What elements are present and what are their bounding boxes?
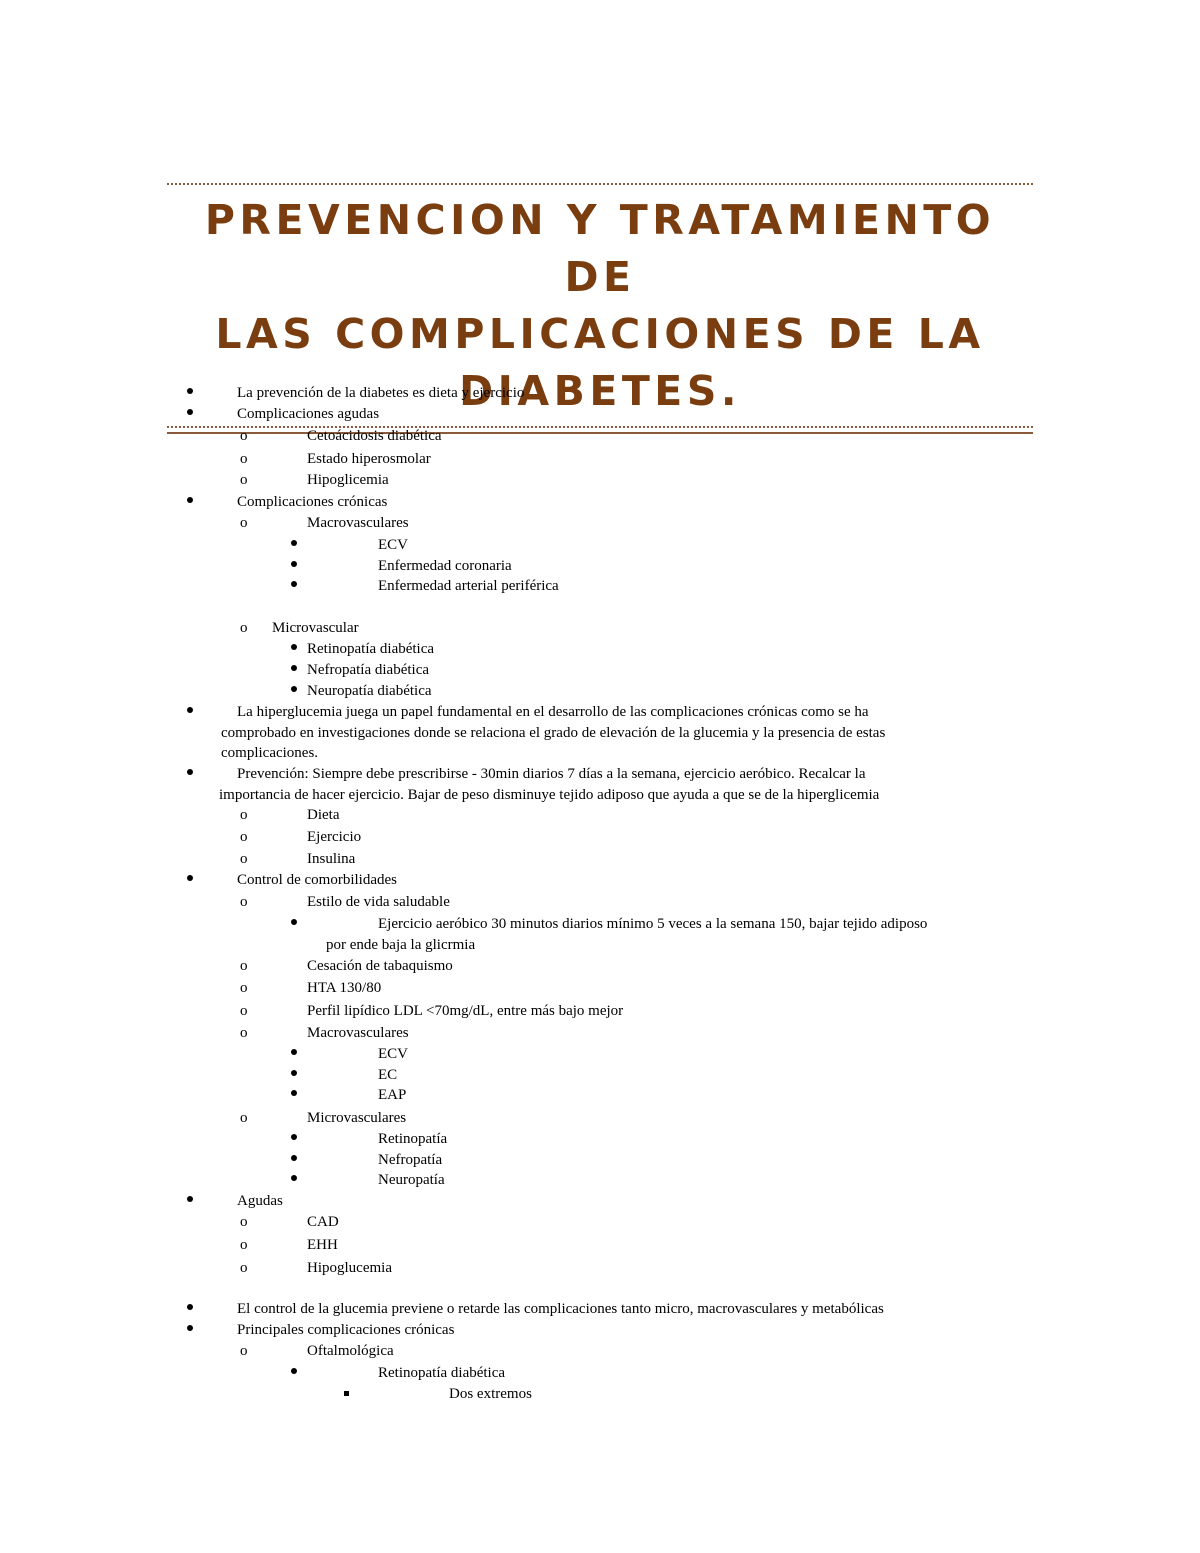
list-item-text: Estilo de vida saludable <box>307 894 450 910</box>
list-item-text: Hipoglicemia <box>307 472 389 488</box>
bullet-dot-icon <box>291 1175 297 1181</box>
list-item-text: Control de comorbilidades <box>237 872 397 888</box>
title-top-rule <box>167 183 1033 185</box>
bullet-circle-icon: o <box>240 620 248 636</box>
list-item-text: EAP <box>378 1087 407 1103</box>
list-item-text: Agudas <box>237 1193 283 1209</box>
list-item-text: por ende baja la glicrmia <box>326 937 476 953</box>
bullet-circle-icon: o <box>240 1025 248 1041</box>
list-item-text: Dos extremos <box>449 1386 532 1402</box>
list-item-text: Cesación de tabaquismo <box>307 958 453 974</box>
list-item-text: Insulina <box>307 851 356 867</box>
list-item-text: Nefropatía diabética <box>307 662 430 678</box>
bullet-circle-icon: o <box>240 980 248 996</box>
bullet-dot-icon <box>291 561 297 567</box>
list-item-text: Neuropatía <box>378 1172 445 1188</box>
bullet-dot-icon <box>187 707 193 713</box>
bullet-dot-icon <box>187 769 193 775</box>
bullet-circle-icon: o <box>240 1214 248 1230</box>
bullet-dot-icon <box>291 919 297 925</box>
list-item-text: comprobado en investigaciones donde se relaciona el grado de elevación de la glucemia y la presencia de estas <box>221 725 886 741</box>
list-item-text: HTA 130/80 <box>307 980 382 996</box>
bullet-dot-icon <box>291 1155 297 1161</box>
list-item-text: Nefropatía <box>378 1152 443 1168</box>
bullet-dot-icon <box>291 644 297 650</box>
bullet-dot-icon <box>291 665 297 671</box>
list-item-text: Enfermedad coronaria <box>378 558 512 574</box>
bullet-dot-icon <box>187 1304 193 1310</box>
bullet-circle-icon: o <box>240 851 248 867</box>
list-item-text: importancia de hacer ejercicio. Bajar de peso disminuye tejido adiposo que ayuda a que se de la hiperglicemia <box>219 787 880 803</box>
bullet-circle-icon: o <box>240 1260 248 1276</box>
list-item-text: Complicaciones crónicas <box>237 494 388 510</box>
title-line-1: PREVENCION Y TRATAMIENTO DE <box>204 196 996 301</box>
bullet-circle-icon: o <box>240 428 248 444</box>
bullet-circle-icon: o <box>240 958 248 974</box>
bullet-dot-icon <box>187 409 193 415</box>
list-item-text: ECV <box>378 537 408 553</box>
list-item-text: Neuropatía diabética <box>307 683 432 699</box>
bullet-circle-icon: o <box>240 515 248 531</box>
list-item-text: Ejercicio <box>307 829 362 845</box>
list-item-text: EHH <box>307 1237 338 1253</box>
bullet-dot-icon <box>291 1049 297 1055</box>
bullet-dot-icon <box>187 875 193 881</box>
list-item-text: Hipoglucemia <box>307 1260 392 1276</box>
list-item-text: Ejercicio aeróbico 30 minutos diarios mínimo 5 veces a la semana 150, bajar tejido adiposo <box>378 916 928 932</box>
bullet-circle-icon: o <box>240 1110 248 1126</box>
bullet-dot-icon <box>187 1196 193 1202</box>
list-item-text: CAD <box>307 1214 339 1230</box>
bullet-square-icon <box>344 1391 349 1396</box>
bullet-dot-icon <box>291 1070 297 1076</box>
bullet-circle-icon: o <box>240 1003 248 1019</box>
bullet-circle-icon: o <box>240 451 248 467</box>
list-item-text: Principales complicaciones crónicas <box>237 1322 455 1338</box>
list-item-text: complicaciones. <box>221 745 319 761</box>
list-item-text: Retinopatía diabética <box>378 1365 506 1381</box>
bullet-dot-icon <box>291 581 297 587</box>
bullet-dot-icon <box>291 1090 297 1096</box>
list-item-text: Complicaciones agudas <box>237 406 380 422</box>
list-item-text: EC <box>378 1067 398 1083</box>
list-item-text: Oftalmológica <box>307 1343 394 1359</box>
bullet-circle-icon: o <box>240 807 248 823</box>
bullet-dot-icon <box>291 540 297 546</box>
bullet-circle-icon: o <box>240 894 248 910</box>
list-item-text: Perfil lipídico LDL <70mg/dL, entre más bajo mejor <box>307 1003 624 1019</box>
list-item-text: ECV <box>378 1046 408 1062</box>
bullet-circle-icon: o <box>240 1343 248 1359</box>
list-item-text: Cetoácidosis diabética <box>307 428 442 444</box>
list-item-text: Estado hiperosmolar <box>307 451 431 467</box>
list-item-text: Macrovasculares <box>307 515 409 531</box>
list-item-text: Microvasculares <box>307 1110 407 1126</box>
list-item-text: Retinopatía diabética <box>307 641 435 657</box>
list-item-text: La hiperglucemia juega un papel fundamental en el desarrollo de las complicaciones crónicas como se ha <box>237 704 869 720</box>
title-line-3: DIABETES. <box>459 367 741 415</box>
list-item-text: Prevención: Siempre debe prescribirse - 30min diarios 7 días a la semana, ejercicio aeróbico. Recalcar la <box>237 766 866 782</box>
bullet-dot-icon <box>187 497 193 503</box>
title-bottom-rule <box>167 426 1033 434</box>
list-item-text: La prevención de la diabetes es dieta y ejercicio <box>237 385 525 401</box>
bullet-circle-icon: o <box>240 1237 248 1253</box>
list-item-text: Retinopatía <box>378 1131 448 1147</box>
bullet-dot-icon <box>291 1368 297 1374</box>
list-item-text: Dieta <box>307 807 340 823</box>
list-item-text: Microvascular <box>272 620 359 636</box>
list-item-text: Enfermedad arterial periférica <box>378 578 559 594</box>
bullet-dot-icon <box>187 388 193 394</box>
bullet-dot-icon <box>291 686 297 692</box>
bullet-circle-icon: o <box>240 829 248 845</box>
title-line-2: LAS COMPLICACIONES DE LA <box>215 310 985 358</box>
list-item-text: El control de la glucemia previene o retarde las complicaciones tanto micro, macrovasculares y metabólicas <box>237 1301 884 1317</box>
list-item-text: Macrovasculares <box>307 1025 409 1041</box>
bullet-dot-icon <box>291 1134 297 1140</box>
bullet-circle-icon: o <box>240 472 248 488</box>
bullet-dot-icon <box>187 1325 193 1331</box>
